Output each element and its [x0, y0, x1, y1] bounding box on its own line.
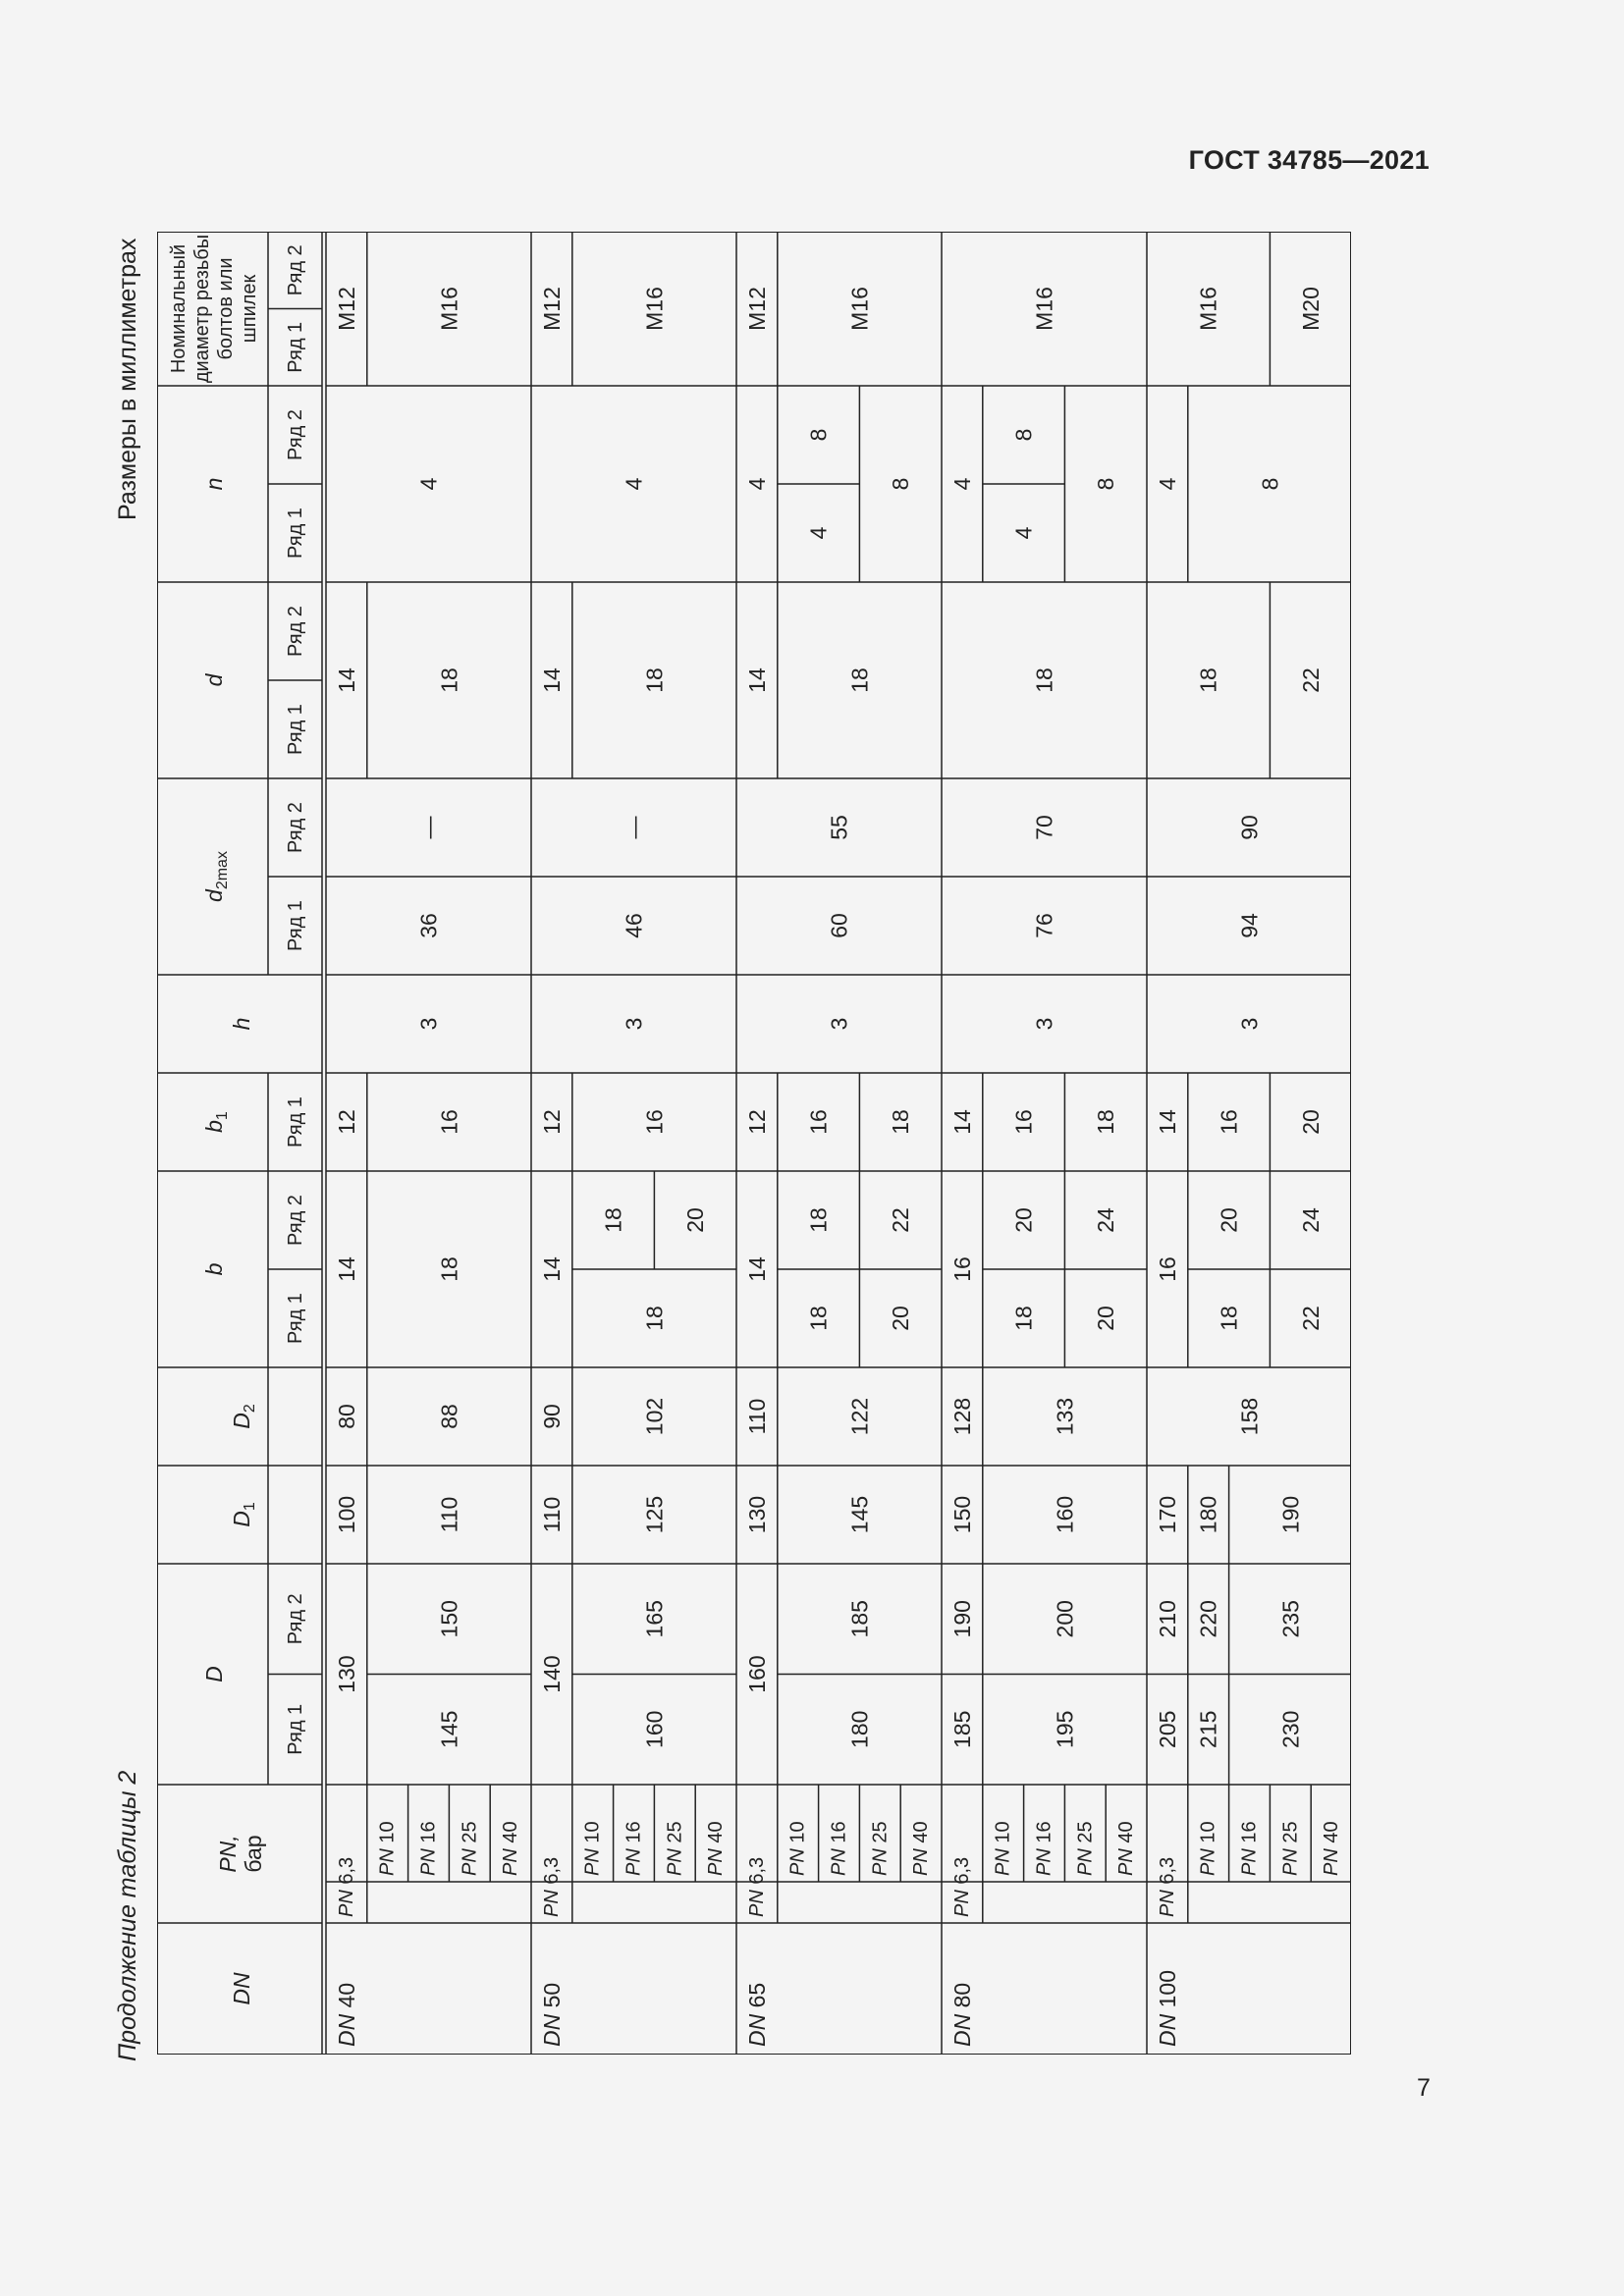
- dn65-thread-top: M12: [743, 287, 770, 331]
- dn100-b-mid-r1: 18: [1216, 1306, 1242, 1331]
- dn65-D2-top: 110: [743, 1398, 770, 1435]
- dn40-b1-rest: 16: [436, 1109, 462, 1135]
- dn50-b-r2-a: 18: [600, 1207, 626, 1233]
- dn100-b-bot-r2: 24: [1298, 1207, 1325, 1233]
- dn-50: DN 50: [538, 1982, 565, 2047]
- dn40-b-rest: 18: [436, 1256, 462, 1282]
- dn80-D1-rest: 160: [1052, 1495, 1078, 1534]
- header-pn: PN,: [215, 1835, 241, 1873]
- dn65-b-r1-b: 20: [888, 1306, 914, 1331]
- dn65-b1-bot: 18: [888, 1109, 914, 1135]
- dn65-D1-rest: 145: [846, 1495, 873, 1534]
- pn-65-10: PN 10: [786, 1821, 809, 1876]
- dn50-b1-rest: 16: [641, 1109, 668, 1135]
- dn100-D1-bot: 190: [1277, 1495, 1304, 1534]
- header-d: d: [201, 673, 227, 687]
- dn40-D-r1: 145: [436, 1710, 462, 1748]
- dn80-D2-rest: 133: [1052, 1397, 1078, 1436]
- dn40-d-rest: 18: [436, 667, 462, 693]
- dn-100: DN 100: [1154, 1970, 1180, 2047]
- pn-65-6,3: PN 6,3: [745, 1856, 768, 1917]
- dn65-D-r1: 180: [846, 1710, 873, 1748]
- dn80-h: 3: [1031, 1017, 1057, 1031]
- dn80-D-top-r1: 185: [948, 1710, 975, 1748]
- dn65-b-r2-a: 18: [805, 1207, 832, 1233]
- header-D2: $D_2$: [229, 1404, 258, 1429]
- dn100-b-bot-r1: 22: [1298, 1306, 1325, 1331]
- dn80-b-r1-b: 20: [1093, 1306, 1119, 1331]
- pn-40-6,3: PN 6,3: [335, 1856, 357, 1917]
- pn-65-40: PN 40: [910, 1821, 933, 1876]
- header-D1: $D_1$: [229, 1502, 258, 1527]
- dn65-d2max-r1: 60: [826, 913, 852, 938]
- dn65-b-r2-b: 22: [888, 1207, 914, 1233]
- dn50-D-r1: 160: [641, 1710, 668, 1748]
- dn100-h: 3: [1236, 1017, 1263, 1031]
- dn100-n-top: 4: [1154, 477, 1180, 491]
- dn65-d-rest: 18: [846, 667, 873, 693]
- dn50-d-rest: 18: [641, 667, 668, 693]
- dn100-b1-top: 14: [1154, 1109, 1180, 1135]
- dn80-n-bot: 8: [1093, 477, 1119, 491]
- dn100-d2max-r2: 90: [1236, 815, 1263, 840]
- dn65-b1-top: 12: [743, 1109, 770, 1135]
- pn-40-25: PN 25: [459, 1821, 481, 1876]
- dn80-thread: M16: [1031, 287, 1057, 331]
- pn-50-10: PN 10: [581, 1821, 604, 1876]
- dn65-n-r2-mid: 8: [805, 428, 832, 442]
- dn100-D1-mid: 180: [1195, 1495, 1221, 1534]
- dn65-thread-rest: M16: [846, 287, 873, 331]
- dn50-d-top: 14: [538, 667, 565, 693]
- dn65-b-r1-a: 18: [805, 1306, 832, 1331]
- dn65-D2-rest: 122: [846, 1397, 873, 1436]
- dn-40: DN 40: [333, 1982, 359, 2047]
- dn40-D2-top: 80: [333, 1404, 359, 1429]
- dn50-b-r2-b: 20: [682, 1207, 709, 1233]
- pn-100-16: PN 16: [1238, 1821, 1261, 1876]
- header-thread-3: болтов или: [215, 257, 237, 360]
- header-thread-4: шпилек: [239, 274, 260, 344]
- dn100-D-r1-1: 215: [1195, 1710, 1221, 1748]
- pn-100-6,3: PN 6,3: [1156, 1856, 1178, 1917]
- dn65-n-r1-mid: 4: [805, 526, 832, 540]
- dn80-d: 18: [1031, 667, 1057, 693]
- dn100-D-r1-2: 230: [1277, 1710, 1304, 1748]
- dn50-D-r2: 165: [641, 1600, 668, 1638]
- header-row1-0: Ряд 1: [285, 1703, 306, 1755]
- header-n: n: [201, 477, 227, 491]
- dn65-b-top: 14: [743, 1256, 770, 1282]
- header-row1-b1: Ряд 1: [285, 1096, 306, 1148]
- dn65-h: 3: [826, 1017, 852, 1031]
- header-b1: $b_1$: [201, 1111, 231, 1133]
- pn-40-40: PN 40: [500, 1821, 522, 1876]
- header-b: b: [201, 1262, 227, 1276]
- dn40-thread-top: M12: [333, 287, 359, 331]
- dn100-thread-top: M16: [1195, 287, 1221, 331]
- pn-65-25: PN 25: [869, 1821, 892, 1876]
- pn-50-25: PN 25: [664, 1821, 686, 1876]
- header-row1-2: Ряд 1: [285, 900, 306, 951]
- header-row2-1: Ряд 2: [285, 1195, 306, 1246]
- dn80-b-r2-a: 20: [1010, 1207, 1037, 1233]
- pn-50-6,3: PN 6,3: [540, 1856, 563, 1917]
- dn100-D-r1-0: 205: [1154, 1710, 1180, 1748]
- header-row2-3: Ряд 2: [285, 606, 306, 657]
- dn65-D-top: 160: [743, 1655, 770, 1693]
- header-d2max: $d_{2max}$: [201, 851, 231, 902]
- dn40-D-r2: 150: [436, 1600, 462, 1638]
- dn100-D2: 158: [1236, 1397, 1263, 1436]
- dn50-thread-top: M12: [538, 287, 565, 331]
- dn80-b1-bot: 18: [1093, 1109, 1119, 1135]
- dn-80: DN 80: [948, 1982, 975, 2047]
- dn100-d2max-r1: 94: [1236, 913, 1263, 938]
- dn50-D1-top: 110: [538, 1496, 565, 1533]
- dn50-b-top: 14: [538, 1256, 565, 1282]
- dn40-D-top: 130: [333, 1655, 359, 1693]
- header-row2-0: Ряд 2: [285, 1593, 306, 1645]
- dn50-D1-rest: 125: [641, 1495, 668, 1534]
- header-row2-4: Ряд 2: [285, 409, 306, 460]
- dn100-b1-bot: 20: [1298, 1109, 1325, 1135]
- dn50-D-top: 140: [538, 1655, 565, 1693]
- pn-100-10: PN 10: [1197, 1821, 1219, 1876]
- dn40-d2max-r1: 36: [415, 913, 442, 938]
- dn100-D-r2-1: 220: [1195, 1600, 1221, 1638]
- dn50-b-r1: 18: [641, 1306, 668, 1331]
- dn80-D-r1: 195: [1052, 1710, 1078, 1748]
- dn50-h: 3: [621, 1017, 647, 1031]
- dn80-n-top: 4: [948, 477, 975, 491]
- flange-dimensions-table: [157, 232, 1351, 2055]
- dn80-D-top-r2: 190: [948, 1600, 975, 1638]
- dn50-D2-rest: 102: [641, 1397, 668, 1436]
- dn65-b1-mid: 16: [805, 1109, 832, 1135]
- pn-50-16: PN 16: [623, 1821, 645, 1876]
- header-row1-5: Ряд 1: [285, 321, 306, 373]
- pn-80-25: PN 25: [1074, 1821, 1097, 1876]
- dn40-thread-rest: M16: [436, 287, 462, 331]
- dn80-n-r1-mid: 4: [1010, 526, 1037, 540]
- dn80-D1-top: 150: [948, 1495, 975, 1534]
- dn50-d2max-r2: —: [621, 816, 647, 839]
- dn40-d-top: 14: [333, 667, 359, 693]
- dn80-D2-top: 128: [948, 1397, 975, 1436]
- pn-80-6,3: PN 6,3: [950, 1856, 973, 1917]
- dn40-D2-rest: 88: [436, 1404, 462, 1429]
- dn100-d-bot: 22: [1298, 667, 1325, 693]
- dn50-b1-top: 12: [538, 1109, 565, 1135]
- dn100-b1-mid: 16: [1216, 1109, 1242, 1135]
- dn80-D-r2: 200: [1052, 1600, 1078, 1638]
- header-row1-1: Ряд 1: [285, 1293, 306, 1344]
- dn100-D1-top: 170: [1154, 1495, 1180, 1534]
- dn100-D-r2-2: 235: [1277, 1600, 1304, 1638]
- header-row1-4: Ряд 1: [285, 507, 306, 559]
- dn100-D-r2-0: 210: [1154, 1600, 1180, 1638]
- dn50-d2max-r1: 46: [621, 913, 647, 938]
- dn100-b-mid-r2: 20: [1216, 1207, 1242, 1233]
- document-code: ГОСТ 34785—2021: [1188, 145, 1430, 175]
- dn65-D-r2: 185: [846, 1600, 873, 1638]
- dn65-n-top: 4: [743, 477, 770, 491]
- pn-65-16: PN 16: [828, 1821, 850, 1876]
- continuation-caption: Продолжение таблицы 2: [114, 1770, 141, 2061]
- header-thread-2: диаметр резьбы: [191, 234, 213, 384]
- dn100-d-top: 18: [1195, 667, 1221, 693]
- dn40-d2max-r2: —: [415, 816, 442, 839]
- dn100-thread-bot: M20: [1298, 287, 1325, 331]
- pn-80-40: PN 40: [1115, 1821, 1138, 1876]
- page-number: 7: [1417, 2074, 1431, 2102]
- dn80-b-top: 16: [948, 1256, 975, 1282]
- dn40-D1-top: 100: [333, 1495, 359, 1534]
- dn65-d-top: 14: [743, 667, 770, 693]
- dn80-d2max-r2: 70: [1031, 815, 1057, 840]
- dn40-D1-rest: 110: [436, 1496, 462, 1533]
- dn100-n-rest: 8: [1257, 477, 1283, 491]
- units-caption: Размеры в миллиметрах: [114, 238, 141, 520]
- header-h: h: [229, 1017, 254, 1031]
- dn65-d2max-r2: 55: [826, 815, 852, 840]
- dn50-n: 4: [621, 477, 647, 491]
- pn-80-10: PN 10: [992, 1821, 1014, 1876]
- dn80-b-r1-a: 18: [1010, 1306, 1037, 1331]
- dn80-b1-mid: 16: [1010, 1109, 1037, 1135]
- dn80-b-r2-b: 24: [1093, 1207, 1119, 1233]
- header-row1-3: Ряд 1: [285, 704, 306, 755]
- dn50-thread-rest: M16: [641, 287, 668, 331]
- dn40-b1-top: 12: [333, 1109, 359, 1135]
- header-row2-5: Ряд 2: [285, 244, 306, 296]
- pn-40-10: PN 10: [376, 1821, 399, 1876]
- pn-50-40: PN 40: [705, 1821, 728, 1876]
- pn-100-25: PN 25: [1279, 1821, 1302, 1876]
- dn40-n: 4: [415, 477, 442, 491]
- dn40-b-top: 14: [333, 1256, 359, 1282]
- header-dn: DN: [229, 1972, 254, 2005]
- dn65-n-bot: 8: [888, 477, 914, 491]
- table-grid: [157, 232, 1351, 2055]
- header-pn-unit: бар: [241, 1835, 266, 1873]
- dn40-h: 3: [415, 1017, 442, 1031]
- dn100-b-top: 16: [1154, 1256, 1180, 1282]
- pn-100-40: PN 40: [1321, 1821, 1343, 1876]
- pn-80-16: PN 16: [1033, 1821, 1056, 1876]
- header-thread-1: Номинальный: [168, 243, 189, 374]
- dn80-n-r2-mid: 8: [1010, 428, 1037, 442]
- dn80-b1-top: 14: [948, 1109, 975, 1135]
- header-D: D: [201, 1666, 227, 1682]
- header-row2-2: Ряд 2: [285, 802, 306, 853]
- dn65-D1-top: 130: [743, 1495, 770, 1534]
- dn50-D2-top: 90: [538, 1404, 565, 1429]
- dn-65: DN 65: [743, 1982, 770, 2047]
- dn80-d2max-r1: 76: [1031, 913, 1057, 938]
- pn-40-16: PN 16: [417, 1821, 440, 1876]
